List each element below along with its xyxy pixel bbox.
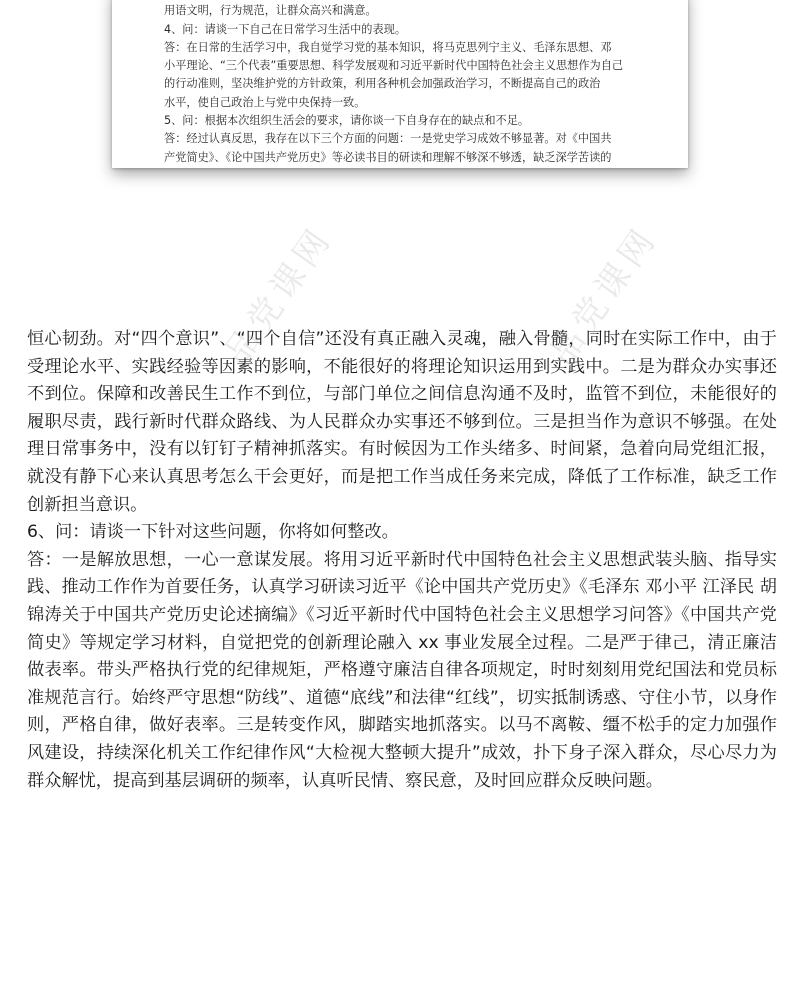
preview-line: 答：经过认真反思，我存在以下三个方面的问题：一是党史学习成效不够显著。对《中国共 [164, 132, 612, 146]
watermark-right: 品党课网 [541, 218, 667, 373]
preview-line: 的行动准则，坚决维护党的方针政策，利用各种机会加强政治学习，不断提高自己的政治 [164, 77, 601, 91]
preview-line: 产党简史》、《论中国共产党历史》等必读书目的研读和理解不够深不够透，缺乏深学苦读的 [164, 150, 612, 164]
body-paragraph: 恒心韧劲。对“四个意识”、“四个自信”还没有真正融入灵魂，融入骨髓，同时在实际工作中，由于受理论水平、实践经验等因素的影响，不能很好的将理论知识运用到实践中。二是为群众办实事还不到位。保障和改善民生工作不到位，与部门单位之间信息沟通不及时，监管不到位，未能很好的履职尽责，践行新时代群众路线、为人民群众办实事还不够到位。三是担当作为意识不够强。在处理日常事务中，没有以钉钉子精神抓落实。有时候因为工作头绪多、时间紧，急着向局党组汇报，就没有静下心来认真思考怎么干会更好，而是把工作当成任务来完成，降低了工作标准，缺乏工作创新担当意识。 [27, 329, 777, 515]
document-body [27, 326, 777, 795]
preview-line: 答：在日常的生活学习中，我自觉学习党的基本知识，将马克思列宁主义、毛泽东思想、邓 [164, 40, 612, 54]
preview-line: 小平理论、“三个代表”重要思想、科学发展观和习近平新时代中国特色社会主义思想作为自己 [164, 59, 624, 73]
answer-6: 答：一是解放思想，一心一意谋发展。将用习近平新时代中国特色社会主义思想武装头脑、指导实践、推动工作作为首要任务，认真学习研读习近平《论中国共产党历史》《毛泽东 邓小平 江泽民 胡锦涛关于中国共产党历史论述摘编》《习近平新时代中国特色社会主义思想学习问答》《中国共产党简史》等规定学习材料，自觉把党的创新理论融入 xx 事业发展全过程。二是严于律己，清正廉洁做表率。带头严格执行党的纪律规矩，严格遵守廉洁自律各项规定，时时刻刻用党纪国法和党员标准规范言行。始终严守思想“防线”、道德“底线”和法律“红线”，切实抵制诱惑、守住小节，以身作则，严格自律，做好表率。三是转变作风，脚踏实地抓落实。以马不离鞍、缰不松手的定力加强作风建设，持续深化机关工作纪律作风“大检视大整顿大提升”成效，扑下身子深入群众，尽心尽力为群众解忧，提高到基层调研的频率，认真听民情、察民意，及时回应群众反映问题。 [27, 549, 777, 791]
preview-line: 4、问：请谈一下自己在日常学习生活中的表现。 [164, 22, 407, 36]
preview-line: 用语文明，行为规范，让群众高兴和满意。 [164, 4, 377, 18]
preview-line: 5、问：根据本次组织生活会的要求，请你谈一下自身存在的缺点和不足。 [164, 114, 530, 128]
watermark-left: 品党课网 [216, 218, 342, 373]
document-preview-card [112, 0, 688, 168]
preview-line: 水平，使自己政治上与党中央保持一致。 [164, 95, 366, 109]
preview-text [164, 0, 664, 167]
question-6: 6、问：请谈一下针对这些问题，你将如何整改。 [27, 522, 399, 543]
